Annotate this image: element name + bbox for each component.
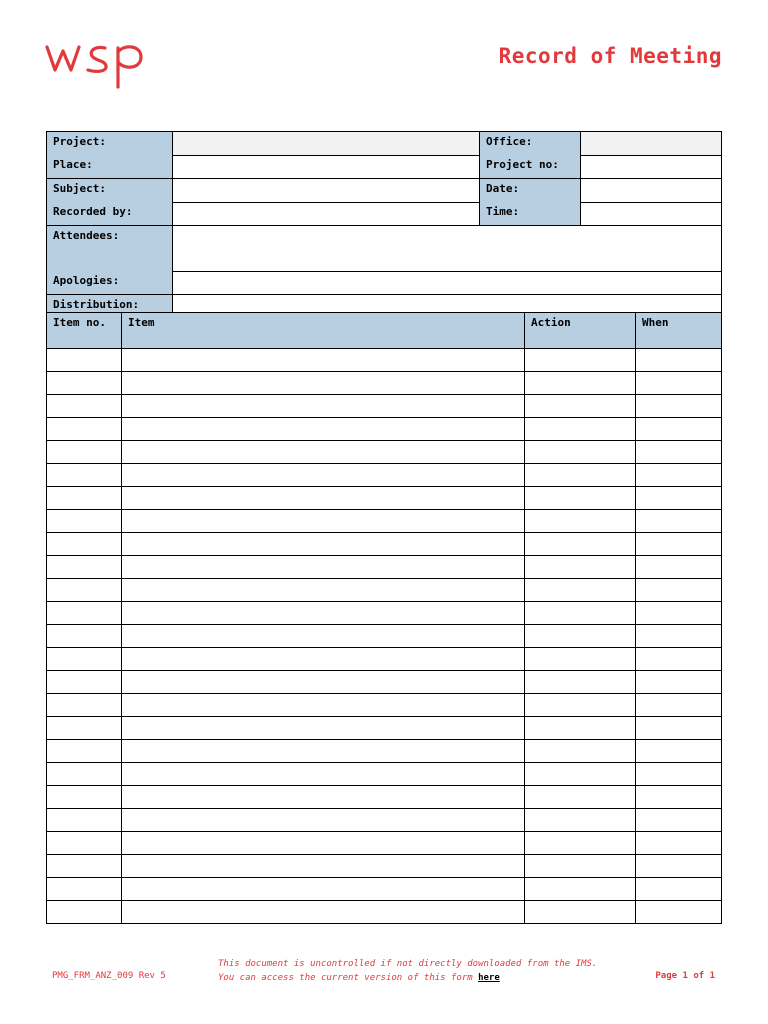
table-row xyxy=(47,418,722,441)
when-cell[interactable] xyxy=(636,832,722,855)
item-no-cell[interactable] xyxy=(47,487,122,510)
action-cell[interactable] xyxy=(525,648,636,671)
item-cell[interactable] xyxy=(122,671,525,694)
recorded-by-field[interactable] xyxy=(173,202,480,226)
date-field[interactable] xyxy=(581,179,722,203)
footer xyxy=(46,956,721,996)
action-cell[interactable] xyxy=(525,487,636,510)
uncontrolled-notice xyxy=(218,957,608,985)
when-cell[interactable] xyxy=(636,349,722,372)
time-label: Time: xyxy=(480,202,581,226)
item-no-cell[interactable] xyxy=(47,441,122,464)
item-cell[interactable] xyxy=(122,809,525,832)
item-no-cell[interactable] xyxy=(47,349,122,372)
when-cell[interactable] xyxy=(636,464,722,487)
item-cell[interactable] xyxy=(122,487,525,510)
item-cell[interactable] xyxy=(122,855,525,878)
item-no-cell[interactable] xyxy=(47,717,122,740)
item-cell[interactable] xyxy=(122,832,525,855)
item-cell[interactable] xyxy=(122,740,525,763)
table-row xyxy=(47,556,722,579)
time-field[interactable] xyxy=(581,202,722,226)
item-no-cell[interactable] xyxy=(47,763,122,786)
table-row xyxy=(47,579,722,602)
when-cell[interactable] xyxy=(636,901,722,924)
items-table xyxy=(46,312,722,924)
when-cell[interactable] xyxy=(636,510,722,533)
table-row xyxy=(47,809,722,832)
when-cell[interactable] xyxy=(636,786,722,809)
table-row xyxy=(47,533,722,556)
item-cell[interactable] xyxy=(122,349,525,372)
action-cell[interactable] xyxy=(525,878,636,901)
action-cell[interactable] xyxy=(525,740,636,763)
item-cell[interactable] xyxy=(122,556,525,579)
item-no-cell[interactable] xyxy=(47,602,122,625)
table-row xyxy=(47,855,722,878)
item-cell[interactable] xyxy=(122,372,525,395)
item-no-cell[interactable] xyxy=(47,372,122,395)
item-no-cell[interactable] xyxy=(47,855,122,878)
item-no-cell[interactable] xyxy=(47,786,122,809)
action-cell[interactable] xyxy=(525,602,636,625)
item-cell[interactable] xyxy=(122,625,525,648)
item-cell[interactable] xyxy=(122,441,525,464)
when-cell[interactable] xyxy=(636,418,722,441)
item-cell[interactable] xyxy=(122,510,525,533)
action-cell[interactable] xyxy=(525,441,636,464)
action-cell[interactable] xyxy=(525,418,636,441)
table-row xyxy=(47,671,722,694)
item-cell[interactable] xyxy=(122,763,525,786)
action-cell[interactable] xyxy=(525,763,636,786)
when-cell[interactable] xyxy=(636,717,722,740)
item-no-cell[interactable] xyxy=(47,809,122,832)
action-cell[interactable] xyxy=(525,694,636,717)
when-cell[interactable] xyxy=(636,740,722,763)
action-cell[interactable] xyxy=(525,349,636,372)
when-cell[interactable] xyxy=(636,855,722,878)
when-cell[interactable] xyxy=(636,372,722,395)
attendees-label: Attendees: xyxy=(47,226,173,272)
item-no-cell[interactable] xyxy=(47,694,122,717)
form-code: PMG_FRM_ANZ_009 Rev 5 xyxy=(52,971,166,981)
table-row xyxy=(47,740,722,763)
table-row xyxy=(47,763,722,786)
when-cell[interactable] xyxy=(636,763,722,786)
action-cell[interactable] xyxy=(525,395,636,418)
apologies-label: Apologies: xyxy=(47,271,173,295)
col-item: Item xyxy=(122,313,525,349)
action-cell[interactable] xyxy=(525,510,636,533)
when-cell[interactable] xyxy=(636,671,722,694)
action-cell[interactable] xyxy=(525,717,636,740)
item-no-cell[interactable] xyxy=(47,625,122,648)
table-row xyxy=(47,349,722,372)
table-row xyxy=(47,372,722,395)
here-link[interactable]: here xyxy=(478,973,500,983)
when-cell[interactable] xyxy=(636,878,722,901)
item-cell[interactable] xyxy=(122,717,525,740)
project-no-label: Project no: xyxy=(480,155,581,179)
item-no-cell[interactable] xyxy=(47,556,122,579)
table-row xyxy=(47,395,722,418)
table-row xyxy=(47,694,722,717)
office-field[interactable] xyxy=(581,132,722,156)
when-cell[interactable] xyxy=(636,487,722,510)
item-cell[interactable] xyxy=(122,878,525,901)
item-cell[interactable] xyxy=(122,533,525,556)
when-cell[interactable] xyxy=(636,694,722,717)
action-cell[interactable] xyxy=(525,809,636,832)
when-cell[interactable] xyxy=(636,648,722,671)
when-cell[interactable] xyxy=(636,533,722,556)
place-label: Place: xyxy=(47,155,173,179)
table-row xyxy=(47,878,722,901)
attendees-field[interactable] xyxy=(173,226,722,272)
office-label: Office: xyxy=(480,132,581,156)
table-row xyxy=(47,832,722,855)
item-cell[interactable] xyxy=(122,418,525,441)
action-cell[interactable] xyxy=(525,464,636,487)
col-action: Action xyxy=(525,313,636,349)
date-label: Date: xyxy=(480,179,581,203)
item-no-cell[interactable] xyxy=(47,579,122,602)
item-no-cell[interactable] xyxy=(47,533,122,556)
project-label: Project: xyxy=(47,132,173,156)
item-no-cell[interactable] xyxy=(47,671,122,694)
item-no-cell[interactable] xyxy=(47,832,122,855)
page-number: Page 1 of 1 xyxy=(655,971,715,981)
action-cell[interactable] xyxy=(525,901,636,924)
when-cell[interactable] xyxy=(636,556,722,579)
action-cell[interactable] xyxy=(525,625,636,648)
distribution-label: Distribution: xyxy=(47,295,173,319)
item-cell[interactable] xyxy=(122,648,525,671)
when-cell[interactable] xyxy=(636,395,722,418)
when-cell[interactable] xyxy=(636,579,722,602)
action-cell[interactable] xyxy=(525,671,636,694)
action-cell[interactable] xyxy=(525,556,636,579)
item-rows xyxy=(47,349,722,924)
action-cell[interactable] xyxy=(525,579,636,602)
apologies-field[interactable] xyxy=(173,271,722,295)
item-no-cell[interactable] xyxy=(47,418,122,441)
col-item-no: Item no. xyxy=(47,313,122,349)
when-cell[interactable] xyxy=(636,809,722,832)
table-row xyxy=(47,602,722,625)
place-field[interactable] xyxy=(173,155,480,179)
item-cell[interactable] xyxy=(122,786,525,809)
when-cell[interactable] xyxy=(636,441,722,464)
item-no-cell[interactable] xyxy=(47,510,122,533)
col-when: When xyxy=(636,313,722,349)
meeting-details-table xyxy=(46,131,722,319)
table-row xyxy=(47,786,722,809)
item-cell[interactable] xyxy=(122,464,525,487)
action-cell[interactable] xyxy=(525,372,636,395)
item-cell[interactable] xyxy=(122,901,525,924)
item-cell[interactable] xyxy=(122,579,525,602)
table-row xyxy=(47,510,722,533)
table-row xyxy=(47,901,722,924)
action-cell[interactable] xyxy=(525,832,636,855)
table-row xyxy=(47,648,722,671)
table-row xyxy=(47,441,722,464)
item-no-cell[interactable] xyxy=(47,464,122,487)
action-cell[interactable] xyxy=(525,855,636,878)
notice-text: This document is uncontrolled if not directly downloaded from the IMS. You can access the current version of this form xyxy=(218,959,598,983)
item-no-cell[interactable] xyxy=(47,740,122,763)
table-row xyxy=(47,717,722,740)
project-field[interactable] xyxy=(173,132,480,156)
table-row xyxy=(47,487,722,510)
recorded-by-label: Recorded by: xyxy=(47,202,173,226)
item-cell[interactable] xyxy=(122,602,525,625)
table-row xyxy=(47,625,722,648)
action-cell[interactable] xyxy=(525,786,636,809)
when-cell[interactable] xyxy=(636,625,722,648)
page-title: Record of Meeting xyxy=(498,44,722,68)
subject-field[interactable] xyxy=(173,179,480,203)
action-cell[interactable] xyxy=(525,533,636,556)
item-no-cell[interactable] xyxy=(47,901,122,924)
wsp-logo xyxy=(44,40,146,90)
item-cell[interactable] xyxy=(122,395,525,418)
table-row xyxy=(47,464,722,487)
item-no-cell[interactable] xyxy=(47,395,122,418)
item-cell[interactable] xyxy=(122,694,525,717)
item-no-cell[interactable] xyxy=(47,648,122,671)
when-cell[interactable] xyxy=(636,602,722,625)
subject-label: Subject: xyxy=(47,179,173,203)
item-no-cell[interactable] xyxy=(47,878,122,901)
project-no-field[interactable] xyxy=(581,155,722,179)
